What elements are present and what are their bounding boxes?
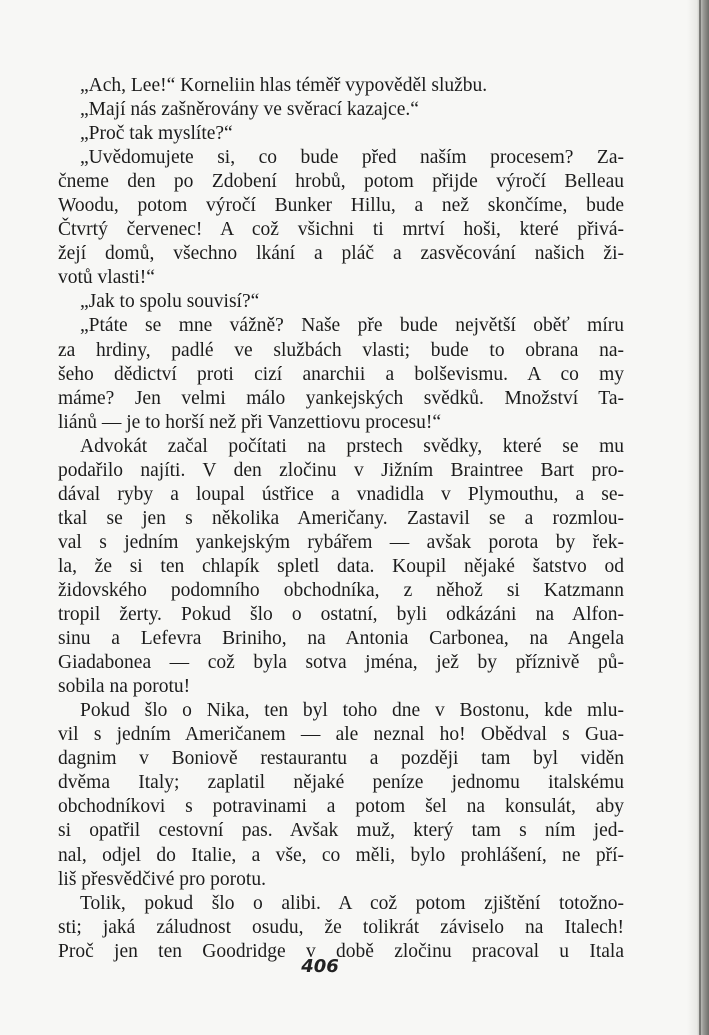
text-line: Proč jen ten Goodridge v době zločinu pracoval u Itala: [58, 940, 624, 962]
text-line: tkal se jen s několika Američany. Zastavil se a rozmlou-: [58, 507, 624, 529]
text-line: nal, odjel do Italie, a vše, co měli, bylo prohlášení, ne pří-: [58, 844, 624, 866]
text-line: dagnim v Boniově restaurantu a později tam byl viděn: [58, 748, 624, 770]
text-line: „Proč tak myslíte?“: [80, 123, 233, 145]
text-line: „Ptáte se mne vážně? Naše pře bude největší oběť míru: [80, 315, 624, 337]
text-line: si opatřil cestovní pas. Avšak muž, který tam s ním jed-: [58, 820, 624, 842]
text-line: Advokát začal počítati na prstech svědky, které se mu: [80, 435, 624, 457]
text-line: Woodu, potom výročí Bunker Hillu, a než skončíme, bude: [58, 195, 624, 217]
text-line: votů vlasti!“: [58, 267, 155, 289]
text-line: val s jedním yankejským rybářem — avšak porota by řek-: [58, 531, 624, 553]
text-line: sobila na porotu!: [58, 676, 191, 698]
text-line: dával ryby a loupal ústřice a vnadidla v Plymouthu, a se-: [58, 483, 624, 505]
text-line: Giadabonea — což byla sotva jména, jež by příznivě pů-: [58, 652, 624, 674]
text-line: za hrdiny, padlé ve službách vlasti; bude to obrana na-: [58, 339, 624, 361]
text-line: vil s jedním Američanem — ale neznal ho! Obědval s Gua-: [58, 724, 624, 746]
text-line: liánů — je to horší než při Vanzettiovu procesu!“: [58, 411, 442, 433]
body-text: [58, 74, 624, 964]
text-line: Čtvrtý červenec! A což všichni ti mrtví hoši, které přivá-: [58, 219, 624, 241]
text-line: máme? Jen velmi málo yankejských svědků. Množství Ta-: [58, 387, 624, 409]
text-line: podařilo najíti. V den zločinu v Jižním Braintree Bart pro-: [58, 459, 624, 481]
text-line: la, že si ten chlapík spletl data. Koupil nějaké šatstvo od: [58, 555, 624, 577]
page-number: 406: [301, 956, 339, 977]
text-line: šeho dědictví proti cizí anarchii a bolševismu. A co my: [58, 363, 624, 385]
text-line: dvěma Italy; zaplatil nějaké peníze jednomu italskému: [58, 772, 624, 794]
text-line: čneme den po Zdobení hrobů, potom přijde výročí Belleau: [58, 171, 624, 193]
text-line: Tolik, pokud šlo o alibi. A což potom zjištění totožno-: [80, 892, 624, 914]
text-line: „Ach, Lee!“ Korneliin hlas téměř vypověděl službu.: [80, 75, 488, 96]
text-line: židovského podomního obchodníka, z něhož si Katzmann: [58, 579, 624, 601]
text-line: liš přesvědčivé pro porotu.: [58, 868, 266, 890]
text-line: „Mají nás zašněrovány ve svěrací kazajce.“: [80, 99, 419, 121]
text-line: „Uvědomujete si, co bude před naším procesem? Za-: [80, 147, 624, 169]
binding-edge-line: [699, 0, 701, 1035]
text-line: sti; jaká záludnost osudu, že tolikrát záviselo na Italech!: [58, 916, 624, 938]
text-line: obchodníkovi s potravinami a potom šel na konsulát, aby: [58, 796, 624, 818]
text-line: Pokud šlo o Nika, ten byl toho dne v Bostonu, kde mlu-: [80, 700, 624, 722]
text-line: tropil žerty. Pokud šlo o ostatní, byli odkázáni na Alfon-: [58, 604, 624, 626]
text-line: sinu a Lefevra Briniho, na Antonia Carbonea, na Angela: [58, 628, 624, 650]
text-line: „Jak to spolu souvisí?“: [80, 291, 260, 313]
text-line: žejí domů, všechno lkání a pláč a zasvěcování našich ži-: [58, 243, 624, 265]
page-edge-shadow: [687, 0, 709, 1035]
